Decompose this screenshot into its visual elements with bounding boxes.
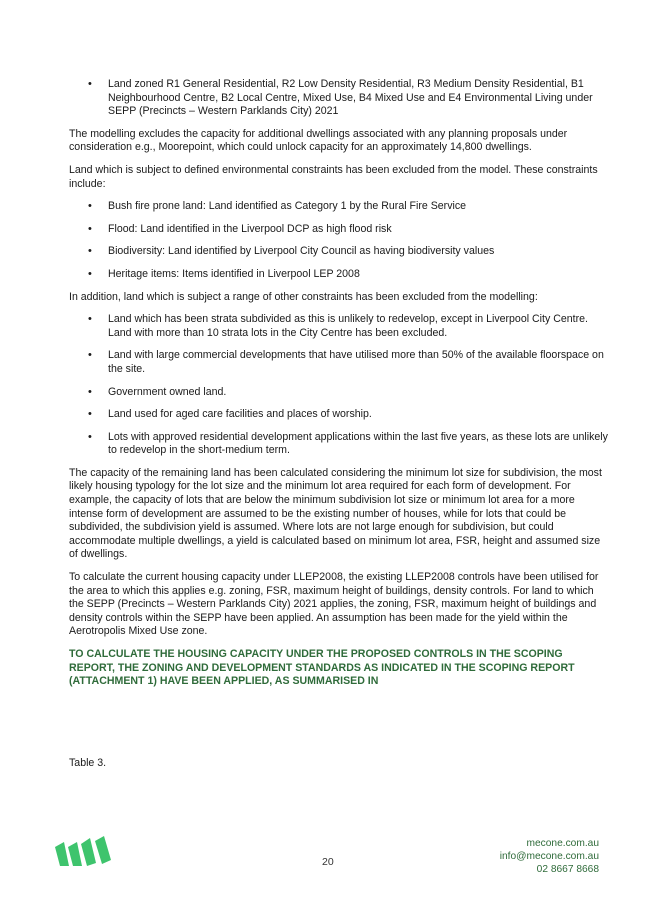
bullet-item: • Land zoned R1 General Residential, R2 Low Density Residential, R3 Medium Density Residential, B1 Neighbourhood Centre, B2 Local Centre, Mixed Use, B4 Mixed Use and E4 Environmental Living under SEPP (Precincts – Western Parklands City) 2021	[69, 78, 609, 119]
zoning-bullet-list	[69, 78, 609, 119]
bullet-item: • Biodiversity: Land identified by Liverpool City Council as having biodiversity values	[69, 245, 609, 259]
bullet-item: • Lots with approved residential development applications within the last five years, as these lots are unlikely to redevelop in the short-medium term.	[69, 431, 609, 458]
current-capacity-paragraph: To calculate the current housing capacity under LLEP2008, the existing LLEP2008 controls have been utilised for the area to which this applies e.g. zoning, FSR, maximum height of buildings, density controls. For land to which the SEPP (Precincts – Western Parklands City) 2021 applies, the zoning, FSR, maximum height of buildings and density controls within the SEPP have been applied. An assumption has been made for the yield within the Aerotropolis Mixed Use zone.	[69, 571, 599, 638]
bullet-item: • Heritage items: Items identified in Liverpool LEP 2008	[69, 268, 609, 282]
environmental-constraints-list	[69, 200, 609, 281]
bullet-item: • Flood: Land identified in the Liverpool DCP as high flood risk	[69, 223, 609, 237]
bullet-item: • Bush fire prone land: Land identified as Category 1 by the Rural Fire Service	[69, 200, 609, 214]
environmental-intro-paragraph: Land which is subject to defined environmental constraints has been excluded from the model. These constraints include:	[69, 163, 598, 190]
email-link[interactable]: info@mecone.com.au	[499, 851, 599, 863]
table-reference: Table 3.	[69, 757, 107, 769]
other-constraints-intro-paragraph: In addition, land which is subject a range of other constraints has been excluded from the modelling:	[69, 290, 538, 303]
bullet-item: • Government owned land.	[69, 386, 609, 400]
page-body	[69, 78, 609, 698]
section-heading: TO CALCULATE THE HOUSING CAPACITY UNDER THE PROPOSED CONTROLS IN THE SCOPING REPORT, THE ZONING AND DEVELOPMENT STANDARDS AS INDICATED IN THE SCOPING REPORT (ATTACHMENT 1) HAVE BEEN APPLIED, AS SUMMARISED IN	[69, 648, 575, 688]
bullet-item: • Land which has been strata subdivided as this is unlikely to redevelop, except in Liverpool City Centre. Land with more than 10 strata lots in the City Centre has been excluded.	[69, 313, 609, 340]
mecone-logo-icon	[55, 836, 111, 866]
bullet-item: • Land used for aged care facilities and places of worship.	[69, 408, 609, 422]
modelling-paragraph: The modelling excludes the capacity for additional dwellings associated with any planning proposals under consideration e.g., Moorepoint, which could unlock capacity for an approximately 14,800 dwellings.	[69, 127, 568, 154]
contact-block	[500, 837, 599, 877]
page-number: 20	[322, 856, 334, 868]
phone-number: 02 8667 8668	[536, 864, 599, 876]
website-link[interactable]: mecone.com.au	[526, 838, 599, 849]
capacity-paragraph: The capacity of the remaining land has been calculated considering the minimum lot size for subdivision, the most likely housing typology for the lot size and the minimum lot area required for each form of development. For example, the capacity of lots that are below the minimum subdivision lot size or minimum lot area for a more intense form of development are assumed to be the existing number of houses, while for lots that could be subdivided, the subdivision yield is assumed. Where lots are not large enough for subdivision, but could accommodate multiple dwellings, a yield is calculated based on minimum lot area, FSR, height and assumed size of dwellings.	[69, 466, 602, 561]
bullet-item: • Land with large commercial developments that have utilised more than 50% of the available floorspace on the site.	[69, 349, 609, 376]
other-constraints-list	[69, 313, 609, 458]
